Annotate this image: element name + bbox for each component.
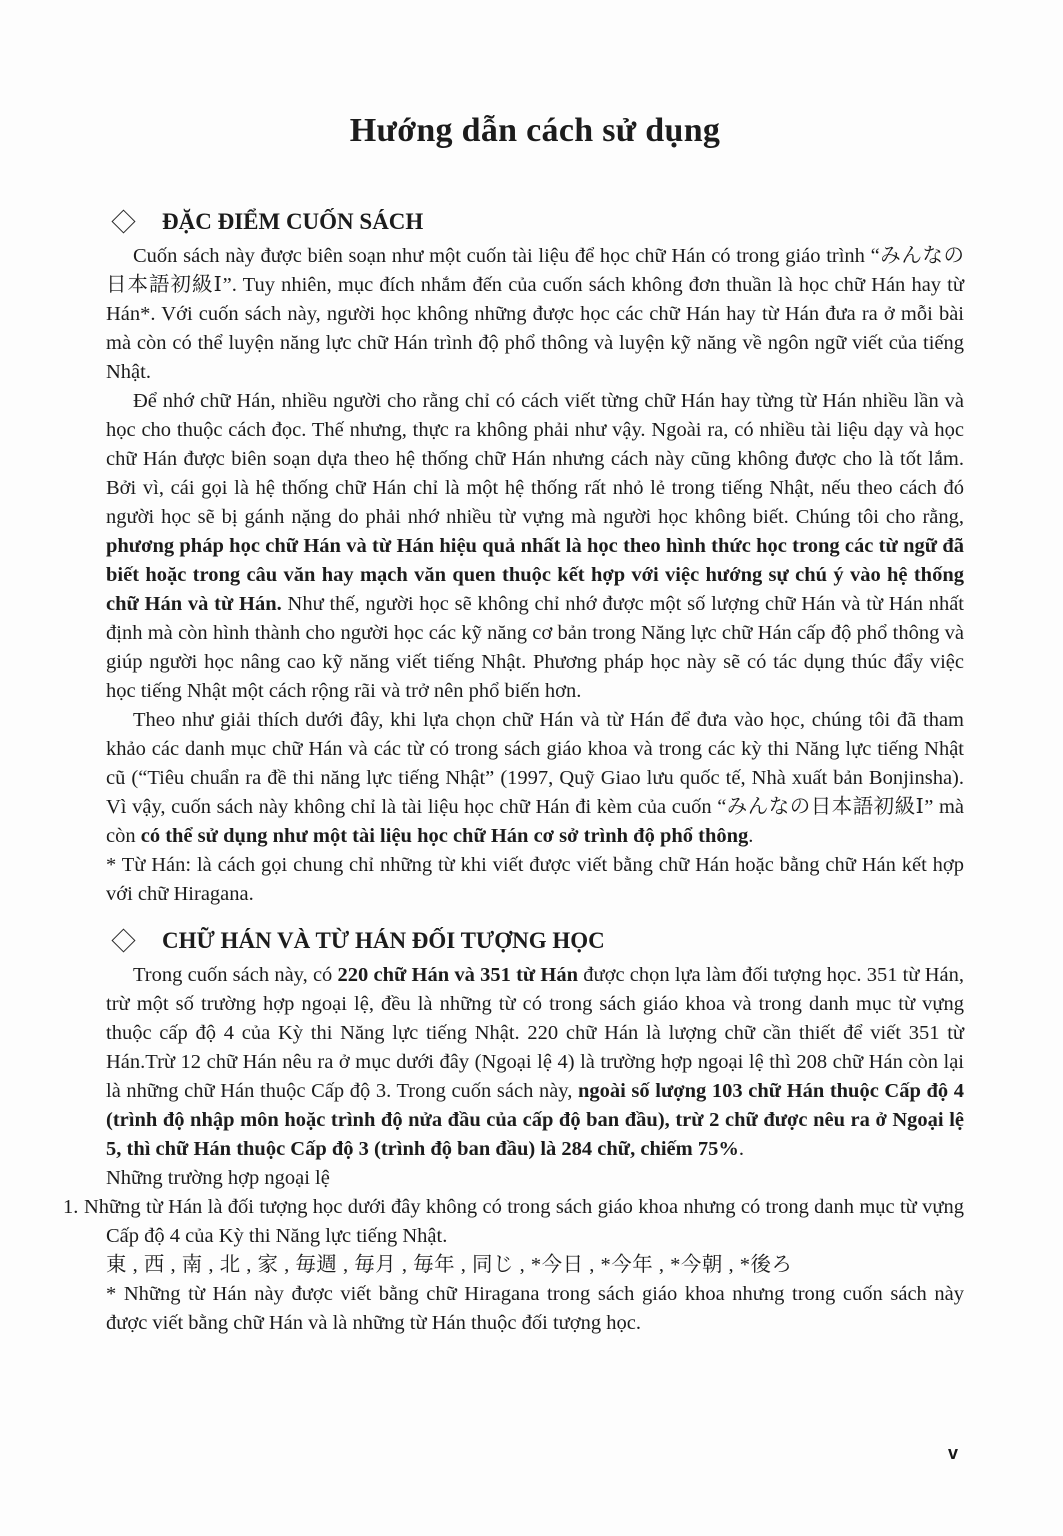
section-heading-text: CHỮ HÁN VÀ TỪ HÁN ĐỐI TƯỢNG HỌC bbox=[162, 928, 605, 953]
section-book-features bbox=[106, 206, 964, 909]
diamond-icon bbox=[111, 928, 135, 952]
footnote-tu-han: * Từ Hán: là cách gọi chung chỉ những từ khi viết được viết bằng chữ Hán hoặc bằng chữ Hán kết hợp với chữ Hiragana. bbox=[106, 854, 964, 905]
paragraph-selection: Theo như giải thích dưới đây, khi lựa chọn chữ Hán và từ Hán để đưa vào học, chúng tôi đã tham khảo các danh mục chữ Hán và các từ có trong sách giáo khoa và trong các kỳ thi Năng lực tiếng Nhật cũ (“Tiêu chuẩn ra đề thi năng lực tiếng Nhật” (1997, Quỹ Giao lưu quốc tế, Nhà xuất bản Bonjinsha). Vì vậy, cuốn sách này không chỉ là tài liệu học chữ Hán đi kèm của cuốn “みんなの日本語初級Ⅰ” mà còn có thể sử dụng như một tài liệu học chữ Hán cơ sở trình độ phổ thông. bbox=[106, 709, 964, 847]
exceptions-title: Những trường hợp ngoại lệ bbox=[106, 1167, 330, 1189]
paragraph-method: Để nhớ chữ Hán, nhiều người cho rằng chỉ có cách viết từng chữ Hán hay từng từ Hán nhiều lần và học cho thuộc cách đọc. Thế nhưng, thực ra không phải như vậy. Ngoài ra, có nhiều tài liệu dạy và học chữ Hán được biên soạn dựa theo hệ thống chữ Hán nhưng cách này cũng không được cho là tốt lắm. Bởi vì, cái gọi là hệ thống chữ Hán chỉ là một hệ thống rất nhỏ lẻ trong tiếng Nhật, nếu theo cách đó người học sẽ bị gánh nặng do phải nhớ nhiều từ vựng mà người học không biết. Chúng tôi cho rằng, phương pháp học chữ Hán và từ Hán hiệu quả nhất là học theo hình thức học trong các từ ngữ đã biết hoặc trong câu văn hay mạch văn quen thuộc kết hợp với việc hướng sự chú ý vào hệ thống chữ Hán và từ Hán. Như thế, người học sẽ không chỉ nhớ được một số lượng chữ Hán và từ Hán nhất định mà còn hình thành cho người học các kỹ năng cơ bản trong Năng lực chữ Hán cấp độ phổ thông và giúp người học nâng cao kỹ năng viết tiếng Nhật. Phương pháp học này sẽ có tác dụng thúc đẩy việc học tiếng Nhật một cách rộng rãi và trở nên phổ biến hơn. bbox=[106, 390, 964, 702]
section-study-targets bbox=[106, 925, 964, 1164]
section-heading-targets bbox=[106, 925, 964, 957]
list-item-text: Những từ Hán là đối tượng học dưới đây không có trong sách giáo khoa nhưng có trong danh mục từ vựng Cấp độ 4 của Kỳ thi Năng lực tiếng Nhật. bbox=[84, 1196, 964, 1247]
list-item-exception-1 bbox=[63, 1193, 964, 1251]
page-number: v bbox=[948, 1443, 959, 1463]
list-item-number: 1. bbox=[63, 1196, 79, 1218]
page-title: Hướng dẫn cách sử dụng bbox=[349, 112, 721, 149]
diamond-icon bbox=[111, 209, 135, 233]
section-heading-text: ĐẶC ĐIỂM CUỐN SÁCH bbox=[162, 209, 424, 234]
kanji-word-list: 東 , 西 , 南 , 北 , 家 , 毎週 , 毎月 , 毎年 , 同じ , *今日 , *今年 , *今朝 , *後ろ bbox=[106, 1254, 793, 1276]
exceptions-block bbox=[63, 1164, 964, 1338]
section-heading-features bbox=[106, 206, 964, 238]
paragraph-statistics: Trong cuốn sách này, có 220 chữ Hán và 351 từ Hán được chọn lựa làm đối tượng học. 351 từ Hán, trừ một số trường hợp ngoại lệ, đều là những từ có trong sách giáo khoa và trong danh mục từ vựng thuộc cấp độ 4 của Kỳ thi Năng lực tiếng Nhật. 220 chữ Hán là lượng chữ cần thiết để viết 351 từ Hán.Trừ 12 chữ Hán nêu ra ở mục dưới đây (Ngoại lệ 4) là trường hợp ngoại lệ thì 208 chữ Hán còn lại là những chữ Hán thuộc Cấp độ 3. Trong cuốn sách này, ngoài số lượng 103 chữ Hán thuộc Cấp độ 4 (trình độ nhập môn hoặc trình độ nửa đầu của cấp độ ban đầu), trừ 2 chữ được nêu ra ở Ngoại lệ 5, thì chữ Hán thuộc Cấp độ 3 (trình độ ban đầu) là 284 chữ, chiếm 75%. bbox=[106, 964, 964, 1160]
page-content bbox=[63, 0, 964, 1338]
paragraph-intro: Cuốn sách này được biên soạn như một cuốn tài liệu để học chữ Hán có trong giáo trình “みんなの日本語初級Ⅰ”. Tuy nhiên, mục đích nhắm đến của cuốn sách không đơn thuần là học chữ Hán hay từ Hán*. Với cuốn sách này, người học không những được học các chữ Hán hay từ Hán đưa ra ở mỗi bài mà còn có thể luyện năng lực chữ Hán trình độ phổ thông và luyện kỹ năng về ngôn ngữ viết của tiếng Nhật. bbox=[106, 245, 964, 383]
exception-note: * Những từ Hán này được viết bằng chữ Hiragana trong sách giáo khoa nhưng trong cuốn sách này được viết bằng chữ Hán và là những từ Hán thuộc đối tượng học. bbox=[106, 1283, 964, 1334]
